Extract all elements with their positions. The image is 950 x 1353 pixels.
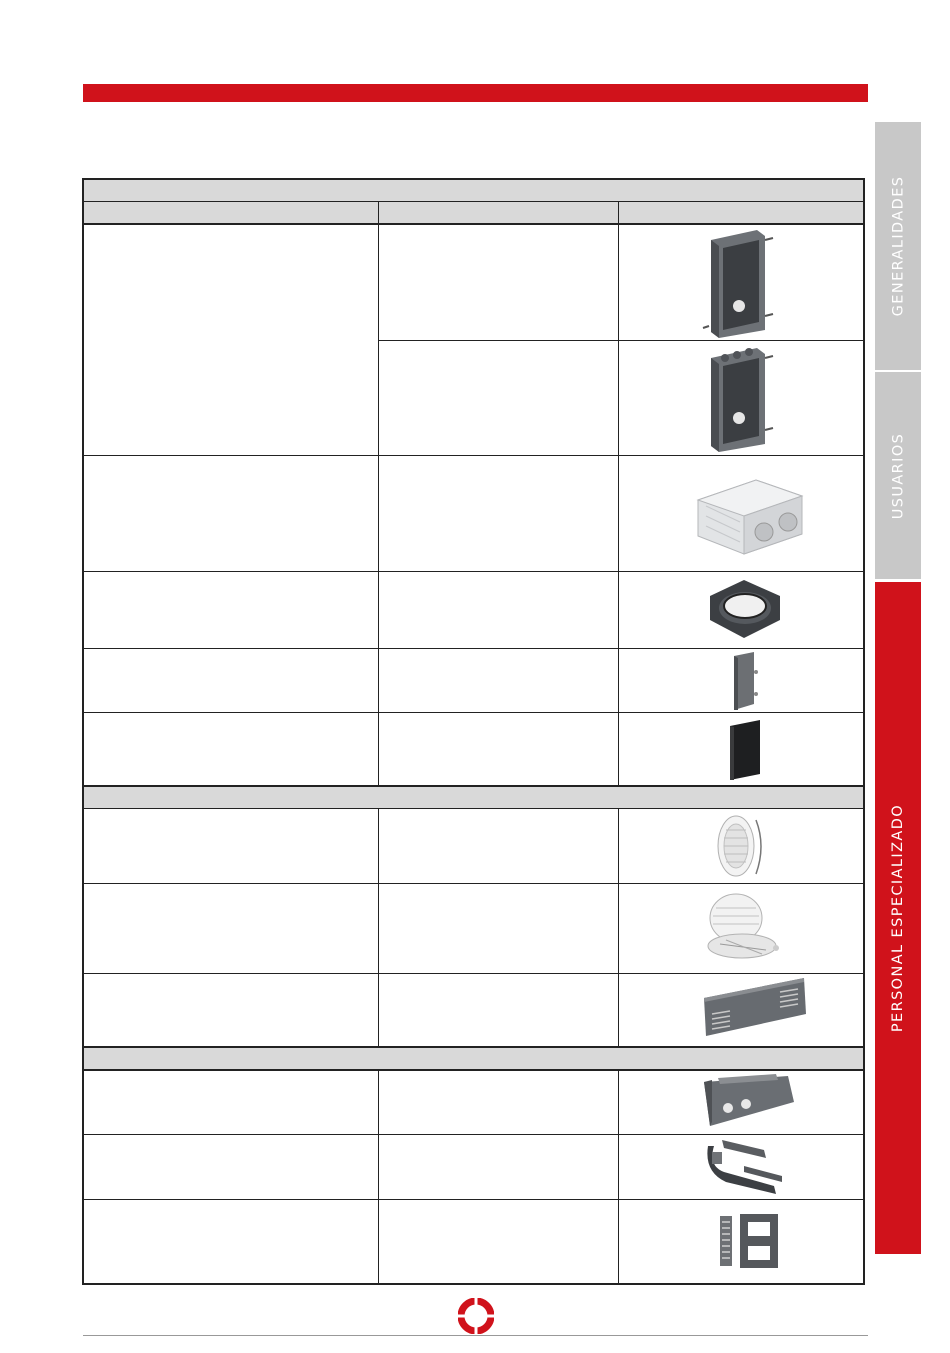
footer-line	[83, 1335, 868, 1336]
side-panel-icon	[724, 652, 764, 712]
tab-usuarios[interactable]	[875, 372, 921, 579]
section-band-2	[84, 786, 863, 809]
tab-generalidades[interactable]	[875, 122, 921, 370]
ventilation-unit-icon	[696, 476, 806, 558]
frame-and-grille-icon	[718, 1210, 782, 1272]
duct-adapter-ring-icon	[704, 576, 784, 644]
section-band-1	[84, 180, 863, 224]
tab-personal-label: PERSONAL ESPECIALIZADO	[890, 803, 907, 1033]
tab-usuarios-label: USUARIOS	[890, 432, 906, 519]
vent-grille-kit-icon	[696, 888, 788, 968]
round-vent-grille-icon	[712, 812, 768, 880]
recessed-box-with-ports-icon	[699, 344, 789, 454]
tab-generalidades-label: GENERALIDADES	[890, 175, 907, 317]
filter-panel-icon	[724, 718, 766, 782]
hook-bracket-icon	[704, 1136, 788, 1198]
tab-personal-especializado[interactable]	[875, 582, 921, 1254]
section-band-3	[84, 1047, 863, 1070]
rectangular-grille-icon	[700, 976, 812, 1040]
mounting-bracket-icon	[698, 1072, 798, 1132]
accessories-table	[82, 178, 865, 1285]
lifebuoy-logo-icon	[458, 1298, 494, 1334]
recessed-box-icon	[699, 226, 789, 340]
header-red-bar	[83, 84, 868, 102]
